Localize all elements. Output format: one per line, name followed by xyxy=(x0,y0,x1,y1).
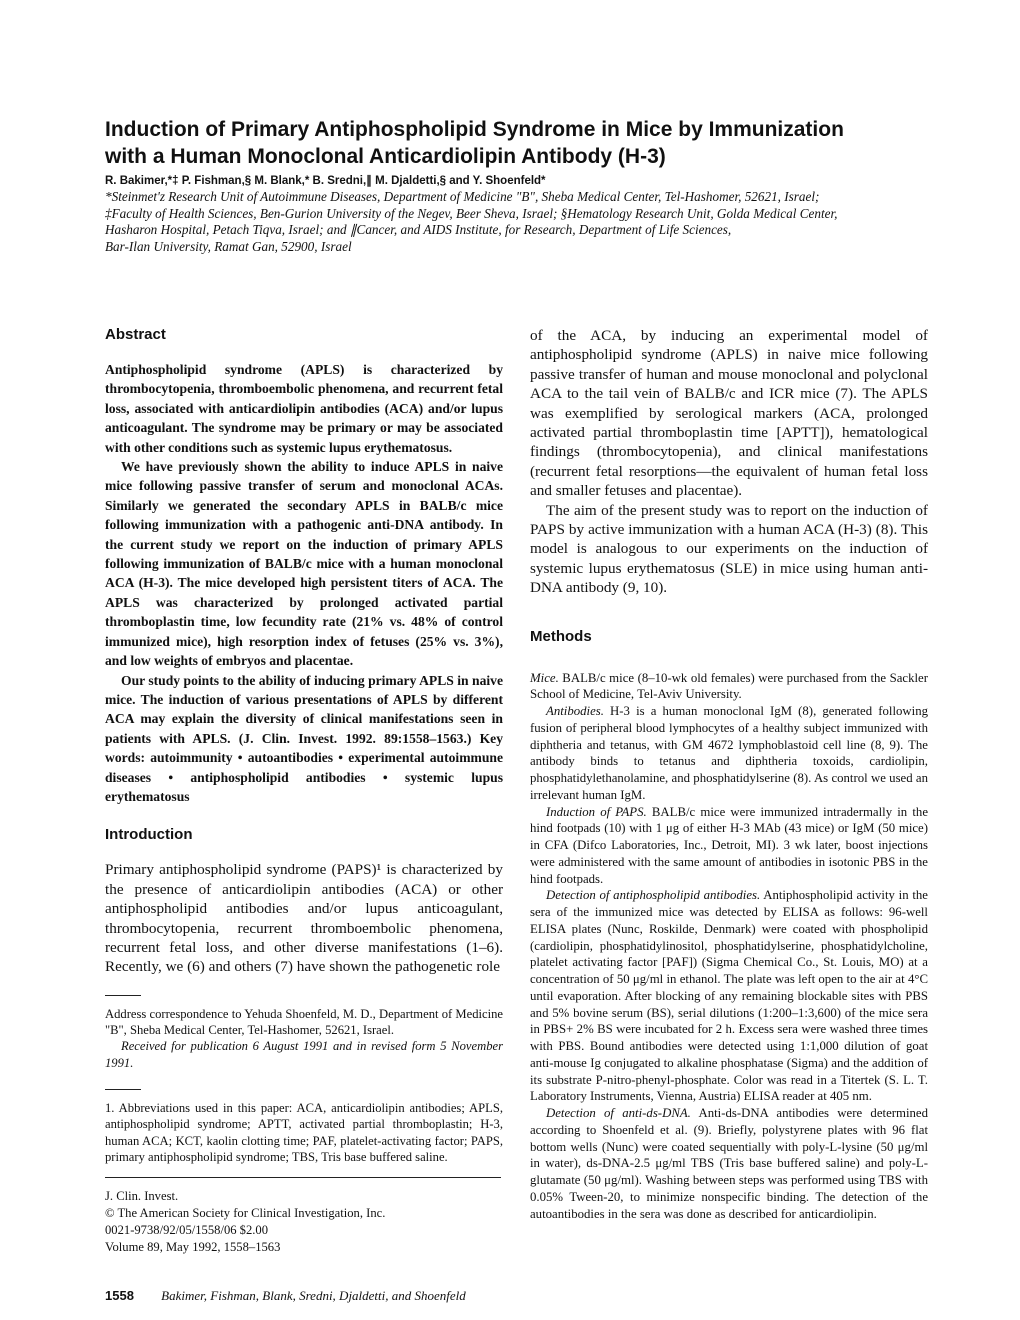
footnote-divider xyxy=(105,1089,141,1090)
journal-name: J. Clin. Invest. xyxy=(105,1189,179,1204)
introduction-heading: Introduction xyxy=(105,826,193,844)
methods-text: BALB/c mice (8–10-wk old females) were purchased from the Sackler School of Medicine, Tel-Aviv University. xyxy=(530,670,928,702)
footnote-divider xyxy=(105,995,141,996)
methods-section xyxy=(530,670,928,1223)
methods-text: Antiphospholipid activity in the sera of the immunized mice was detected by ELISA as follows: 96-well ELISA plates (Nunc, Roskilde, Denmark) were coated with phospholipid (cardiolipin, phosphatidylinositol, phosphatidylserine, phosphatidylcholine, platelet activating factor [PAF]) (Sigma Chemical Co., St. Louis, MO) at a concentration of 50 μg/ml in ethanol. The plate was left open to the air at 4°C until evaporation. After blocking of any remaining blockable sites with PBS and 5% bovine serum (BS), serial dilutions (1:200–1:3,600) of the mice sera in PBS+ 2% BS were incubated for 2 h. Excess sera were washed three times with PBS. Bound antibodies were detected using 1:1,000 dilution of goat anti-mouse Ig conjugated to alkaline phosphatase (Sigma) and the addition of its substrate P-nitro-phenyl-phosphate. Color was read in a Titertek (S. L. T. Laboratory Instruments, Vienna, Austria) ELISA reader at 405 nm. xyxy=(530,888,928,1104)
introduction-section xyxy=(105,826,503,976)
journal-info xyxy=(105,1188,503,1256)
introduction-paragraph: Primary antiphospholipid syndrome (PAPS)¹ is characterized by the presence of anticardiolipin antibodies (ACA) or other antiphospholipid antibodies and/or lupus anticoagulant, thrombocytopenia, recurrent thromboembolic phenomena, recurrent fetal loss, and other diverse manifestations (1–6). Recently, we (6) and others (7) have shown the pathogenetic role xyxy=(105,861,503,976)
methods-text: Anti-ds-DNA antibodies were determined according to Shoenfeld et al. (9). Briefly, polystyrene plates with 96 flat bottom wells (Nunc) were coated sequentially with poly-L-lysine (50 μg/ml in water), ds-DNA-2.5 μg/ml TBS (Tris base buffered saline) and poly-L-glutamate (50 μg/ml). Washing between steps was performed using TBS with 0.05% Tween-20, to minimize nonspecific binding. The detection of the autoantibodies in the sera was done as described for anticardiolipin. xyxy=(530,1106,928,1221)
methods-subheading: Detection of antiphospholipid antibodies. xyxy=(546,888,761,903)
copyright-line: © The American Society for Clinical Investigation, Inc. xyxy=(105,1206,386,1221)
affiliation-line: Hasharon Hospital, Petach Tiqva, Israel; and ∥Cancer, and AIDS Institute, for Research, Department of Life Sciences, xyxy=(105,222,732,238)
methods-paragraph xyxy=(530,670,928,704)
methods-subheading: Induction of PAPS. xyxy=(546,804,647,819)
received-note: Received for publication 6 August 1991 and in revised form 5 November 1991. xyxy=(105,1039,503,1070)
affiliation-line: *Steinmet'z Research Unit of Autoimmune Diseases, Department of Medicine "B", Sheba Medical Center, Tel-Hashomer, 52621, Israel; xyxy=(105,189,820,204)
journal-info-divider xyxy=(105,1177,501,1178)
page-number: 1558 xyxy=(105,1288,134,1303)
article-title xyxy=(105,116,925,170)
abstract-paragraph: We have previously shown the ability to induce APLS in naive mice following passive transfer of serum and monoclonal ACAs. Similarly we generated the secondary APLS in BALB/c mice following immunization with a pathogenic anti-DNA antibody. In the current study we report on the induction of primary APLS following immunization of BALB/c mice with a human monoclonal ACA (H-3). The mice developed high persistent titers of ACA. The APLS was characterized by prolonged activated partial thromboplastin time, low fecundity rate (21% vs. 48% of control immunized mice), high resorption index of fetuses (25% vs. 3%), and low weights of embryos and placentae. xyxy=(105,459,503,669)
author-list: R. Bakimer,*‡ P. Fishman,§ M. Blank,* B. Sredni,∥ M. Djaldetti,§ and Y. Shoenfeld* xyxy=(105,175,546,187)
address-note: Address correspondence to Yehuda Shoenfeld, M. D., Department of Medicine "B", Sheba Medical Center, Tel-Hashomer, 52621, Israel. xyxy=(105,1006,503,1038)
affiliation-line: ‡Faculty of Health Sciences, Ben-Gurion University of the Negev, Beer Sheva, Israel; §Hematology Research Unit, Golda Medical Center, xyxy=(105,205,838,221)
methods-subheading: Detection of anti-ds-DNA. xyxy=(546,1106,691,1121)
abstract-heading: Abstract xyxy=(105,326,166,343)
left-column xyxy=(105,326,503,1256)
affiliations xyxy=(105,189,935,256)
abstract-section xyxy=(105,326,503,806)
abstract-paragraph: Our study points to the ability of inducing primary APLS in naive mice. The induction of various presentations of APLS by different ACA may explain the diversity of clinical manifestations seen in patients with APLS. (J. Clin. Invest. 1992. 89:1558–1563.) Key words: autoimmunity • autoantibodies • experimental autoimmune diseases • antiphospholipid antibodies • systemic lupus erythematosus xyxy=(105,672,503,804)
methods-paragraph xyxy=(530,804,928,888)
page-footer xyxy=(105,1288,705,1304)
methods-paragraph xyxy=(530,703,928,804)
right-column xyxy=(530,326,928,1222)
abstract-paragraph: Antiphospholipid syndrome (APLS) is characterized by thrombocytopenia, thromboembolic phenomena, and recurrent fetal loss, associated with anticardiolipin antibodies (ACA) and/or lupus anticoagulant. The syndrome may be primary or may be associated with other conditions such as systemic lupus erythematosus. xyxy=(105,362,503,455)
methods-text: BALB/c mice were immunized intradermally in the hind footpads (10) with 1 μg of either H-3 MAb (43 mice) or IgM (50 mice) in CFA (Difco Laboratories, Inc., Detroit, MI). 3 wk later, boost injections were administered with the same amount of antibodies in isotonic PBS in the hind footpads. xyxy=(530,804,928,886)
title-line-2: with a Human Monoclonal Anticardiolipin Antibody (H-3) xyxy=(105,145,666,168)
introduction-continued xyxy=(530,326,928,598)
introduction-paragraph: of the ACA, by inducing an experimental model of antiphospholipid syndrome (APLS) in naive mice following passive transfer of human and mouse monoclonal and polyclonal ACA to the tail vein of BALB/c and ICR mice (7). The APLS was exemplified by serological markers (ACA, prolonged activated partial thromboplastin time [APTT]), hematological findings (thrombocytopenia), and clinical manifestations (recurrent fetal resorptions—the equivalent of human fetal loss and smaller fetuses and placentae). xyxy=(530,327,928,500)
affiliation-line: Bar-Ilan University, Ramat Gan, 52900, Israel xyxy=(105,239,352,255)
correspondence-footnote xyxy=(105,1006,503,1071)
running-authors: Bakimer, Fishman, Blank, Sredni, Djaldetti, and Shoenfeld xyxy=(161,1288,466,1303)
methods-heading: Methods xyxy=(530,627,592,645)
methods-subheading: Antibodies. xyxy=(546,704,604,719)
abbreviations-footnote: 1. Abbreviations used in this paper: ACA, anticardiolipin antibodies; APLS, antiphospholipid syndrome; APTT, activated partial thromboplastin; H-3, human ACA; KCT, kaolin clotting time; PAF, platelet-activating factor; PAPS, primary antiphospholipid syndrome; TBS, Tris base buffered saline. xyxy=(105,1100,503,1164)
methods-subheading: Mice. xyxy=(530,670,559,685)
title-line-1: Induction of Primary Antiphospholipid Syndrome in Mice by Immunization xyxy=(105,118,844,141)
methods-text: H-3 is a human monoclonal IgM (8), generated following fusion of peripheral blood lymphocytes of a healthy subject immunized with diphtheria and tetanus, with GM 4672 lymphoblastoid cell line (8, 9). The antibody binds to tetanus and diphtheria toxoids, cardiolipin, phosphatidylethanolamine, and phosphatidylserine (8). As control we used an irrelevant human IgM. xyxy=(530,704,928,802)
issn-line: 0021-9738/92/05/1558/06 $2.00 xyxy=(105,1223,269,1238)
methods-paragraph xyxy=(530,1105,928,1222)
introduction-paragraph: The aim of the present study was to report on the induction of PAPS by active immunization with a human ACA (H-3) (8). This model is analogous to our experiments on the induction of systemic lupus erythematosus (SLE) in mice using human anti-DNA antibody (9, 10). xyxy=(530,501,928,597)
methods-paragraph xyxy=(530,887,928,1105)
volume-line: Volume 89, May 1992, 1558–1563 xyxy=(105,1240,281,1255)
